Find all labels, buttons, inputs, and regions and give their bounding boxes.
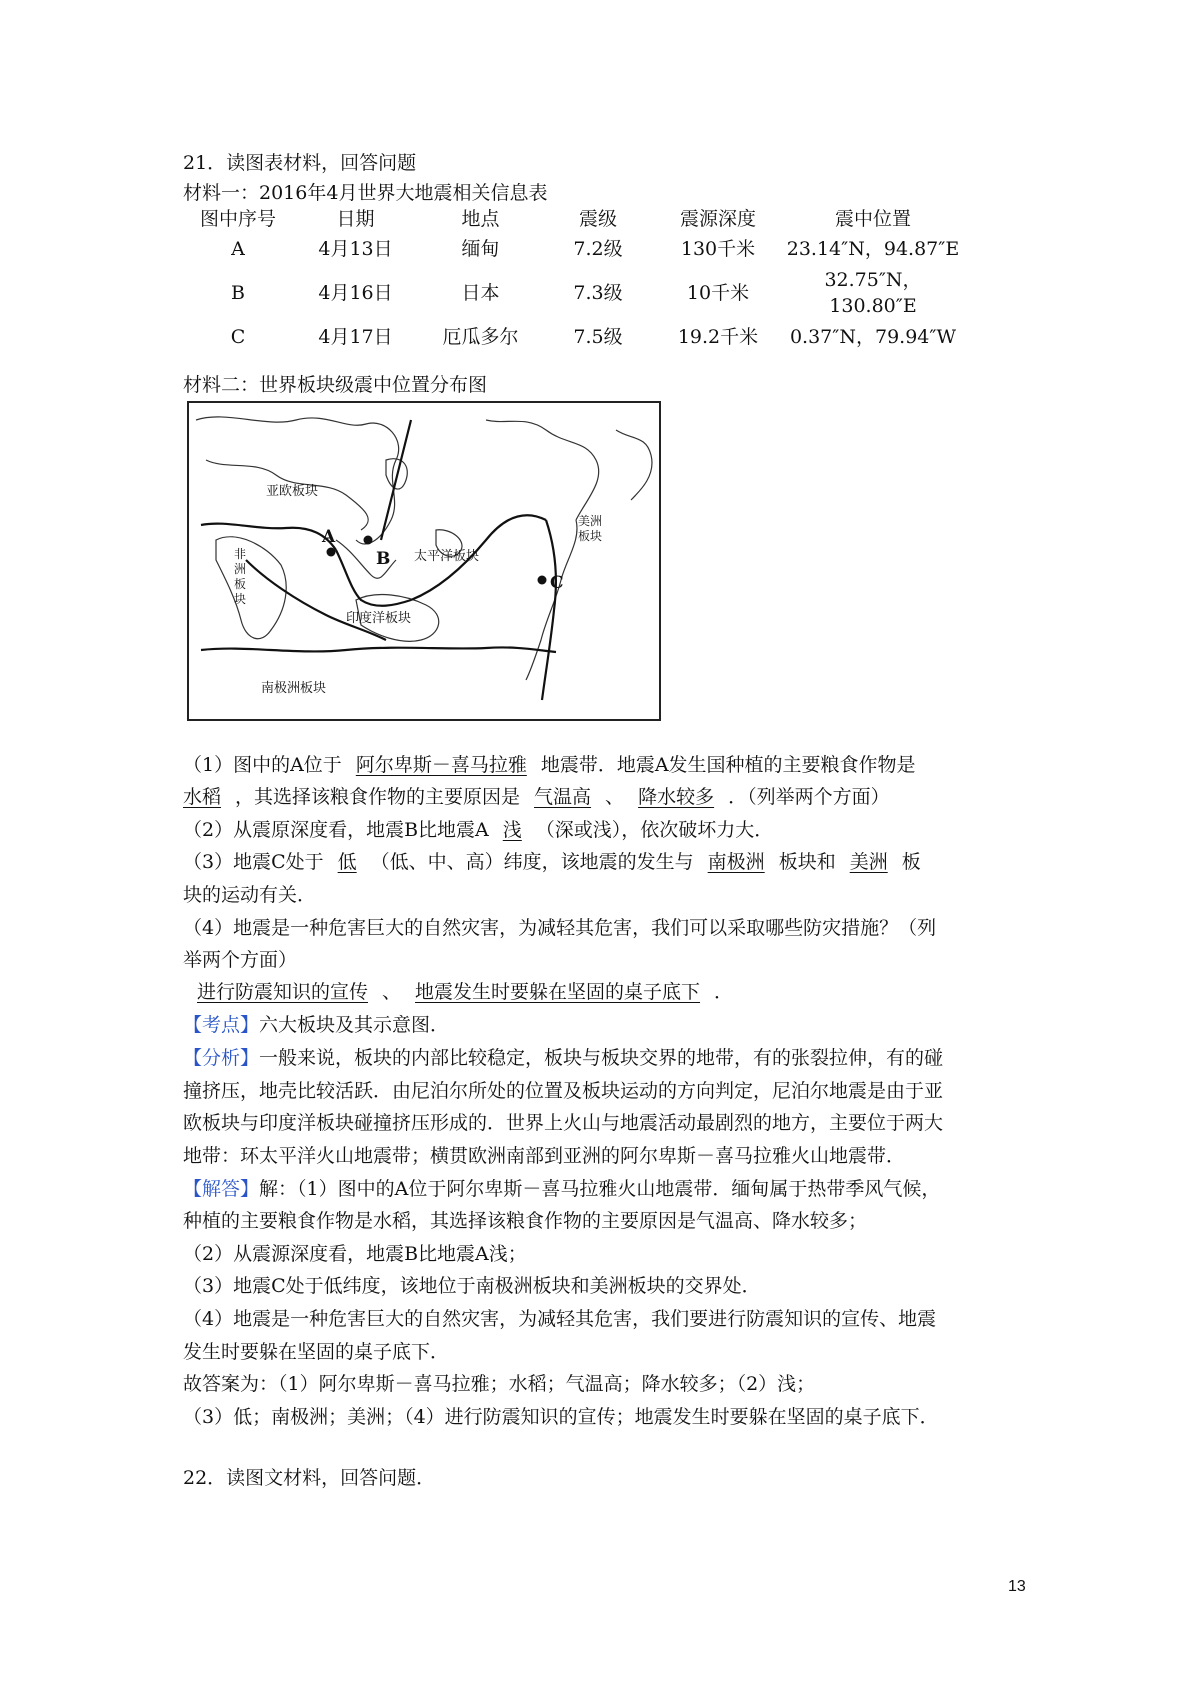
cell-id: C xyxy=(230,326,246,348)
cell-id: B xyxy=(231,282,245,304)
cell-depth: 10千米 xyxy=(686,282,750,304)
text: 、 xyxy=(382,981,402,1003)
cell-place: 日本 xyxy=(461,282,500,304)
q21-part4-line1: （4）地震是一种危害巨大的自然灾害，为减轻其危害，我们可以采取哪些防灾措施？（列 xyxy=(183,917,937,939)
table-row xyxy=(183,233,963,265)
fenxi-line1 xyxy=(183,1045,943,1071)
label-antarctic-plate: 南极洲板块 xyxy=(261,681,327,696)
epicenter-a xyxy=(327,548,336,557)
answer-blank: 浅 xyxy=(502,819,522,841)
cell-location xyxy=(783,265,963,321)
fenxi-tag: 【分析】 xyxy=(183,1047,260,1069)
location-line: 130.80″E xyxy=(829,295,917,317)
text: （深或浅），依次破坏力大． xyxy=(535,819,774,841)
cell-depth: 19.2千米 xyxy=(677,326,759,348)
q21-part3-line2: 块的运动有关． xyxy=(183,884,317,906)
text: （1）图中的A位于 xyxy=(183,754,342,776)
text: 地震带．地震A发生国种植的主要粮食作物是 xyxy=(540,754,916,776)
answer-blank: 进行防震知识的宣传 xyxy=(197,981,369,1003)
q21-part4-line2: 举两个方面） xyxy=(183,949,298,971)
cell-magnitude: 7.5级 xyxy=(573,326,623,348)
cell-date: 4月16日 xyxy=(318,282,393,304)
answer-blank: 水稻 xyxy=(183,786,222,808)
answer-blank: 低 xyxy=(337,851,357,873)
jieda-line5: （4）地震是一种危害巨大的自然灾害，为减轻其危害，我们要进行防震知识的宣传、地震 xyxy=(183,1308,937,1330)
epicenter-b xyxy=(364,536,373,545)
fenxi-line2: 撞挤压，地壳比较活跃．由尼泊尔所处的位置及板块运动的方向判定，尼泊尔地震是由于亚 xyxy=(183,1080,944,1102)
kaodian xyxy=(183,1012,449,1038)
table-header: 震级 xyxy=(578,208,617,230)
table-header-row xyxy=(183,205,963,233)
earthquake-info-table xyxy=(183,205,963,353)
label-point-a: A xyxy=(322,527,336,547)
q21-part4-answers xyxy=(183,979,733,1005)
label-point-b: B xyxy=(376,549,391,569)
q21-part1-line2 xyxy=(183,784,890,810)
label-eurasian-plate: 亚欧板块 xyxy=(266,484,319,499)
table-header: 日期 xyxy=(336,208,375,230)
cell-date: 4月17日 xyxy=(318,326,393,348)
label-pacific-plate: 太平洋板块 xyxy=(414,549,480,564)
epicenter-c xyxy=(538,576,547,585)
label-african-plate: 非 洲 板 块 xyxy=(234,547,247,606)
cell-place: 厄瓜多尔 xyxy=(442,326,519,348)
cell-id: A xyxy=(231,238,245,260)
text: 、 xyxy=(605,786,625,808)
jieda-tag: 【解答】 xyxy=(183,1178,260,1200)
table-header: 图中序号 xyxy=(199,208,276,230)
fenxi-line4: 地带：环太平洋火山地震带；横贯欧洲南部到亚洲的阿尔卑斯－喜马拉雅火山地震带． xyxy=(183,1145,906,1167)
table-row xyxy=(183,265,963,321)
location-line: 23.14″N，94.87″E xyxy=(786,238,960,260)
jieda-line4: （3）地震C处于低纬度，该地位于南极洲板块和美洲板块的交界处． xyxy=(183,1275,761,1297)
jieda-line2: 种植的主要粮食作物是水稻，其选择该粮食作物的主要原因是气温高、降水较多； xyxy=(183,1210,868,1232)
cell-magnitude: 7.3级 xyxy=(573,282,623,304)
cell-magnitude: 7.2级 xyxy=(573,238,623,260)
text: ． xyxy=(714,981,734,1003)
cell-date: 4月13日 xyxy=(318,238,393,260)
text: 六大板块及其示意图． xyxy=(259,1014,450,1036)
location-line: 32.75″N， xyxy=(824,269,922,291)
answer-line2: （3）低；南极洲；美洲；（4）进行防震知识的宣传；地震发生时要躲在坚固的桌子底下． xyxy=(183,1406,939,1428)
table-header: 地点 xyxy=(461,208,500,230)
text: 板块和 xyxy=(778,851,836,873)
table-header: 震中位置 xyxy=(834,208,911,230)
text: 解：（1）图中的A位于阿尔卑斯－喜马拉雅火山地震带．缅甸属于热带季风气候， xyxy=(259,1178,941,1200)
answer-blank: 降水较多 xyxy=(638,786,715,808)
answer-blank: 美洲 xyxy=(849,851,888,873)
text: ．（列举两个方面） xyxy=(728,786,890,808)
material-1-title: 材料一：2016年4月世界大地震相关信息表 xyxy=(183,182,548,204)
answer-blank: 气温高 xyxy=(534,786,592,808)
cell-location xyxy=(783,321,963,353)
answer-blank: 地震发生时要躲在坚固的桌子底下 xyxy=(415,981,701,1003)
q21-part1-line1 xyxy=(183,752,916,778)
fenxi-line3: 欧板块与印度洋板块碰撞挤压形成的．世界上火山与地震活动最剧烈的地方，主要位于两大 xyxy=(183,1112,944,1134)
text: （低、中、高）纬度，该地震的发生与 xyxy=(370,851,694,873)
answer-line1: 故答案为：（1）阿尔卑斯－喜马拉雅；水稻；气温高；降水较多；（2）浅； xyxy=(183,1373,816,1395)
label-point-c: C xyxy=(550,573,564,593)
jieda-line1 xyxy=(183,1176,940,1202)
question-21-title: 21．读图表材料，回答问题 xyxy=(183,152,417,174)
q21-part2 xyxy=(183,817,773,843)
cell-depth: 130千米 xyxy=(680,238,756,260)
text: 一般来说，板块的内部比较稳定，板块与板块交界的地带，有的张裂拉伸，有的碰 xyxy=(259,1047,944,1069)
table-row xyxy=(183,321,963,353)
jieda-line3: （2）从震源深度看，地震B比地震A浅； xyxy=(183,1243,527,1265)
table-header: 震源深度 xyxy=(679,208,756,230)
text: 板 xyxy=(901,851,921,873)
text: （2）从震原深度看，地震B比地震A xyxy=(183,819,489,841)
world-plate-map xyxy=(186,400,662,722)
page-number: 13 xyxy=(1008,1578,1026,1595)
q21-part3-line1 xyxy=(183,849,921,875)
cell-location xyxy=(783,233,963,265)
location-line: 0.37″N，79.94″W xyxy=(789,326,957,348)
kaodian-tag: 【考点】 xyxy=(183,1014,260,1036)
answer-blank: 阿尔卑斯－喜马拉雅 xyxy=(355,754,527,776)
cell-place: 缅甸 xyxy=(461,238,500,260)
question-22-title: 22．读图文材料，回答问题． xyxy=(183,1467,436,1489)
text: （3）地震C处于 xyxy=(183,851,324,873)
jieda-line6: 发生时要躲在坚固的桌子底下． xyxy=(183,1341,450,1363)
label-american-plate: 美洲 板块 xyxy=(578,514,603,543)
material-2-title: 材料二：世界板块级震中位置分布图 xyxy=(183,374,488,396)
text: ，其选择该粮食作物的主要原因是 xyxy=(235,786,521,808)
label-indian-plate: 印度洋板块 xyxy=(346,611,412,626)
answer-blank: 南极洲 xyxy=(707,851,765,873)
